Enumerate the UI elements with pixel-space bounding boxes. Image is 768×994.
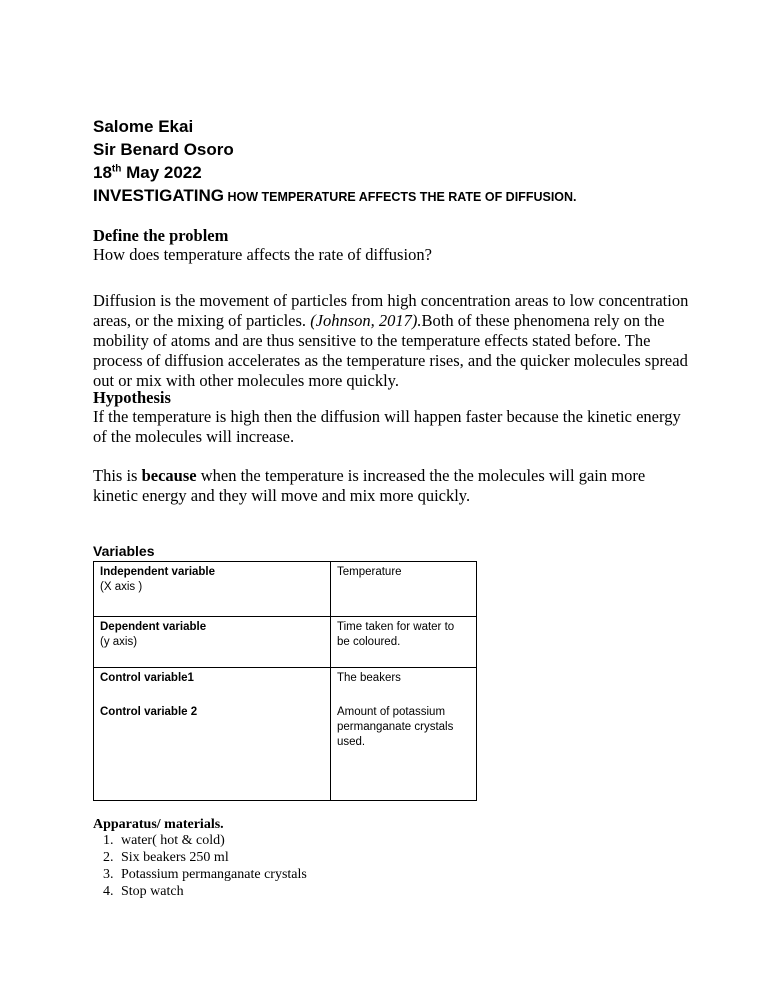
list-item: 2. Six beakers 250 ml: [117, 849, 307, 866]
hypothesis-text: If the temperature is high then the diffusion will happen faster because the kinetic energy of the molecules will increase.: [93, 407, 681, 446]
list-item: 3. Potassium permanganate crystals: [117, 866, 307, 883]
report-date: 18th May 2022: [93, 163, 202, 182]
teacher-name: Sir Benard Osoro: [93, 140, 234, 159]
variables-table: [93, 561, 477, 801]
table-row: [94, 617, 477, 668]
hypothesis-heading: Hypothesis: [93, 388, 171, 407]
intro-paragraph: Diffusion is the movement of particles from high concentration areas to low concentration areas, or the mixing of particles. (Johnson, 2017).Both of these phenomena rely on the mobility of atoms and are thus sensitive to the temperature effects stated before. The process of diffusion accelerates as the temperature rises, and the quicker molecules spread out or mix with other molecules more quickly.: [93, 291, 689, 390]
apparatus-list: [93, 832, 307, 900]
variables-heading: Variables: [93, 543, 155, 559]
independent-value-cell: Temperature: [331, 562, 477, 617]
independent-variable-cell: Independent variable (X axis ): [94, 562, 331, 617]
list-item: 1. water( hot & cold): [117, 832, 307, 849]
problem-heading: Define the problem: [93, 226, 229, 245]
problem-question: How does temperature affects the rate of diffusion?: [93, 245, 432, 264]
report-title: INVESTIGATING HOW TEMPERATURE AFFECTS THE RATE OF DIFFUSION.: [93, 186, 577, 205]
table-row: [94, 562, 477, 617]
control-variables-cell: Control variable1 Control variable 2: [94, 668, 331, 801]
apparatus-heading: Apparatus/ materials.: [93, 817, 224, 832]
table-row: [94, 668, 477, 801]
list-item: 4. Stop watch: [117, 883, 307, 900]
citation: (Johnson, 2017).: [310, 311, 422, 330]
hypothesis-reason: This is because when the temperature is increased the the molecules will gain more kinetic energy and they will move and mix more quickly.: [93, 466, 646, 505]
student-name: Salome Ekai: [93, 117, 194, 136]
dependent-value-cell: Time taken for water to be coloured.: [331, 617, 477, 668]
control-values-cell: The beakers Amount of potassium permanganate crystals used.: [331, 668, 477, 801]
dependent-variable-cell: Dependent variable (y axis): [94, 617, 331, 668]
